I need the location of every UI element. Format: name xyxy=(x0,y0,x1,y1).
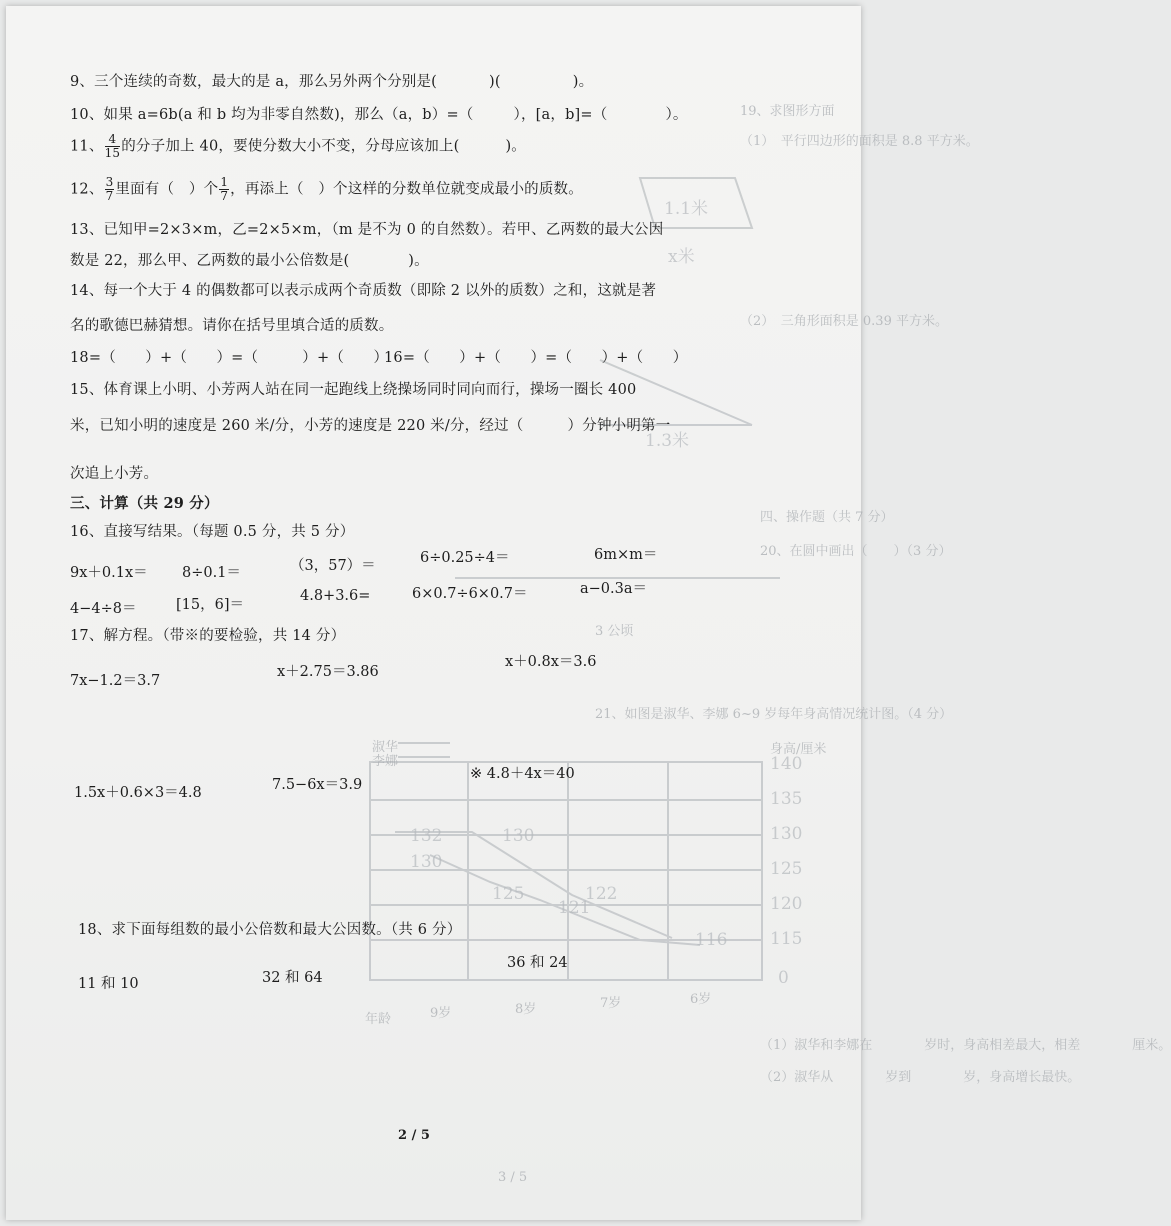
ghost-label-13: 1.3米 xyxy=(645,431,690,451)
ghost-xtick-1: 7岁 xyxy=(600,996,622,1011)
q16-item-3: （3，57）＝ xyxy=(290,558,376,574)
ghost-xtick-4: 年龄 xyxy=(365,1012,392,1027)
ghost-label-11: 1.1米 xyxy=(664,199,709,219)
question-14-line-1: 14、每一个大于 4 的偶数都可以表示成两个奇质数（即除 2 以外的质数）之和，这就是著 xyxy=(70,283,657,299)
ghost-label-3: 3 公顷 xyxy=(595,624,634,639)
ghost-val-6: 116 xyxy=(695,930,728,950)
ghost-val-2: 130 xyxy=(410,852,443,872)
ghost-a2: （2）淑华从 岁到 岁，身高增长最快。 xyxy=(760,1070,1081,1085)
ghost-q20: 20、在圆中画出（ ）（3 分） xyxy=(760,544,952,559)
q12-denominator-2: 7 xyxy=(220,189,229,203)
question-16-title: 16、直接写结果。（每题 0.5 分，共 5 分） xyxy=(70,524,355,540)
q17-equation-6: ※ 4.8＋4x＝40 xyxy=(470,766,575,782)
question-15-line-1: 15、体育课上小明、小芳两人站在同一起跑线上绕操场同时同向而行，操场一圈长 400 xyxy=(70,382,637,398)
q17-equation-5: 7.5−6x＝3.9 xyxy=(272,777,363,793)
ghost-ytick-6: 0 xyxy=(778,968,789,988)
ghost-val-3: 125 xyxy=(492,884,525,904)
q12-numerator-2: 1 xyxy=(220,175,229,189)
question-15-line-2: 米，已知小明的速度是 260 米/分，小芳的速度是 220 米/分，经过（ ）分钟小明第一 xyxy=(70,418,671,434)
question-10 xyxy=(70,103,688,124)
q16-item-7: [15，6]＝ xyxy=(176,597,244,613)
q11-prefix: 11、 xyxy=(70,138,104,155)
ghost-yaxis: 身高/厘米 xyxy=(770,742,827,757)
q9-end: )。 xyxy=(572,74,594,90)
q12-fraction-1 xyxy=(105,176,115,203)
q16-item-5: 6m×m＝ xyxy=(594,547,658,563)
q18-pair-1: 11 和 10 xyxy=(78,976,139,992)
question-14-eq-16: 16=（ ）+（ ）=（ ）+（ ） xyxy=(384,350,688,366)
ghost-val-4: 122 xyxy=(585,884,618,904)
ghost-val-5: 121 xyxy=(558,898,591,918)
ghost-g2: （2） 三角形面积是 0.39 平方米。 xyxy=(740,314,948,329)
q16-item-2: 8÷0.1＝ xyxy=(182,565,241,581)
q17-equation-3: x＋0.8x＝3.6 xyxy=(505,654,597,670)
ghost-legend2: 李娜 xyxy=(372,754,399,769)
ghost-xtick-2: 8岁 xyxy=(515,1002,537,1017)
q10-mid: ），[a，b]=（ xyxy=(513,107,608,123)
q9-mid: )( xyxy=(489,74,501,90)
ghost-section4: 四、操作题（共 7 分） xyxy=(760,510,894,525)
question-13-line-1: 13、已知甲=2×3×m，乙=2×5×m，（m 是不为 0 的自然数）。若甲、乙两数的最大公因 xyxy=(70,222,664,238)
ghost-ytick-2: 130 xyxy=(770,824,803,844)
ghost-xtick-3: 9岁 xyxy=(430,1006,452,1021)
q16-item-1: 9x＋0.1x＝ xyxy=(70,565,148,581)
ghost-ytick-1: 135 xyxy=(770,789,803,809)
q11-end: )。 xyxy=(505,138,527,155)
ghost-label-x: x米 xyxy=(668,247,695,267)
q11-fraction xyxy=(105,133,121,160)
ghost-ytick-4: 120 xyxy=(770,894,803,914)
q16-item-9: 6×0.7÷6×0.7＝ xyxy=(412,586,528,602)
q12-numerator-1: 3 xyxy=(105,175,114,189)
q16-item-8: 4.8+3.6= xyxy=(300,588,371,604)
q18-pair-3: 36 和 24 xyxy=(507,955,568,971)
q17-equation-2: x＋2.75＝3.86 xyxy=(277,664,379,680)
ghost-val-1: 130 xyxy=(502,826,535,846)
ghost-ytick-3: 125 xyxy=(770,859,803,879)
q16-item-10: a−0.3a＝ xyxy=(580,581,647,597)
ghost-a1: （1）淑华和李娜在 岁时，身高相差最大，相差 厘米。 xyxy=(760,1038,1171,1053)
q16-item-6: 4−4÷8＝ xyxy=(70,601,137,617)
q9-text: 9、三个连续的奇数，最大的是 a，那么另外两个分别是( xyxy=(70,74,438,90)
ghost-page3: 3 / 5 xyxy=(498,1170,528,1185)
q12-fraction-2 xyxy=(219,176,229,203)
page-number: 2 / 5 xyxy=(398,1128,430,1143)
question-11 xyxy=(70,133,526,160)
q12-prefix: 12、 xyxy=(70,181,104,198)
q17-equation-4: 1.5x＋0.6×3＝4.8 xyxy=(74,785,202,801)
question-9 xyxy=(70,70,593,91)
question-12 xyxy=(70,176,583,203)
ghost-val-0: 132 xyxy=(410,826,443,846)
ghost-xtick-0: 6岁 xyxy=(690,992,712,1007)
question-14-eq-18: 18=（ ）+（ ）=（ ）+（ ） xyxy=(70,350,389,366)
ghost-q19: 19、求图形方面 xyxy=(740,104,835,119)
question-14-line-2: 名的歌德巴赫猜想。请你在括号里填合适的质数。 xyxy=(70,318,394,334)
q11-text: 的分子加上 40，要使分数大小不变，分母应该加上( xyxy=(121,138,460,155)
q10-text: 10、如果 a=6b(a 和 b 均为非零自然数)，那么（a，b）=（ xyxy=(70,107,474,123)
ghost-q21: 21、如图是淑华、李娜 6~9 岁每年身高情况统计图。（4 分） xyxy=(595,707,953,722)
q12-denominator-1: 7 xyxy=(105,189,114,203)
question-18-title: 18、求下面每组数的最小公倍数和最大公因数。（共 6 分） xyxy=(78,922,462,938)
section-3-title: 三、计算（共 29 分） xyxy=(70,495,219,512)
ghost-ytick-0: 140 xyxy=(770,754,803,774)
q17-equation-1: 7x−1.2＝3.7 xyxy=(70,673,161,689)
ghost-ytick-5: 115 xyxy=(770,929,803,949)
q16-item-4: 6÷0.25÷4＝ xyxy=(420,550,510,566)
ghost-legend1: 淑华 xyxy=(372,740,399,755)
ghost-g1: （1） 平行四边形的面积是 8.8 平方米。 xyxy=(740,134,979,149)
q10-end: ）。 xyxy=(665,107,688,123)
q12-text: 里面有（ ）个 xyxy=(115,181,219,198)
q11-numerator: 4 xyxy=(105,133,121,147)
question-17-title: 17、解方程。（带※的要检验，共 14 分） xyxy=(70,628,346,644)
q12-end: ，再添上（ ）个这样的分数单位就变成最小的质数。 xyxy=(230,181,583,198)
question-13-line-2: 数是 22，那么甲、乙两数的最小公倍数是( )。 xyxy=(70,253,429,269)
question-15-line-3: 次追上小芳。 xyxy=(70,466,159,482)
q11-denominator: 15 xyxy=(104,146,121,160)
q18-pair-2: 32 和 64 xyxy=(262,970,323,986)
